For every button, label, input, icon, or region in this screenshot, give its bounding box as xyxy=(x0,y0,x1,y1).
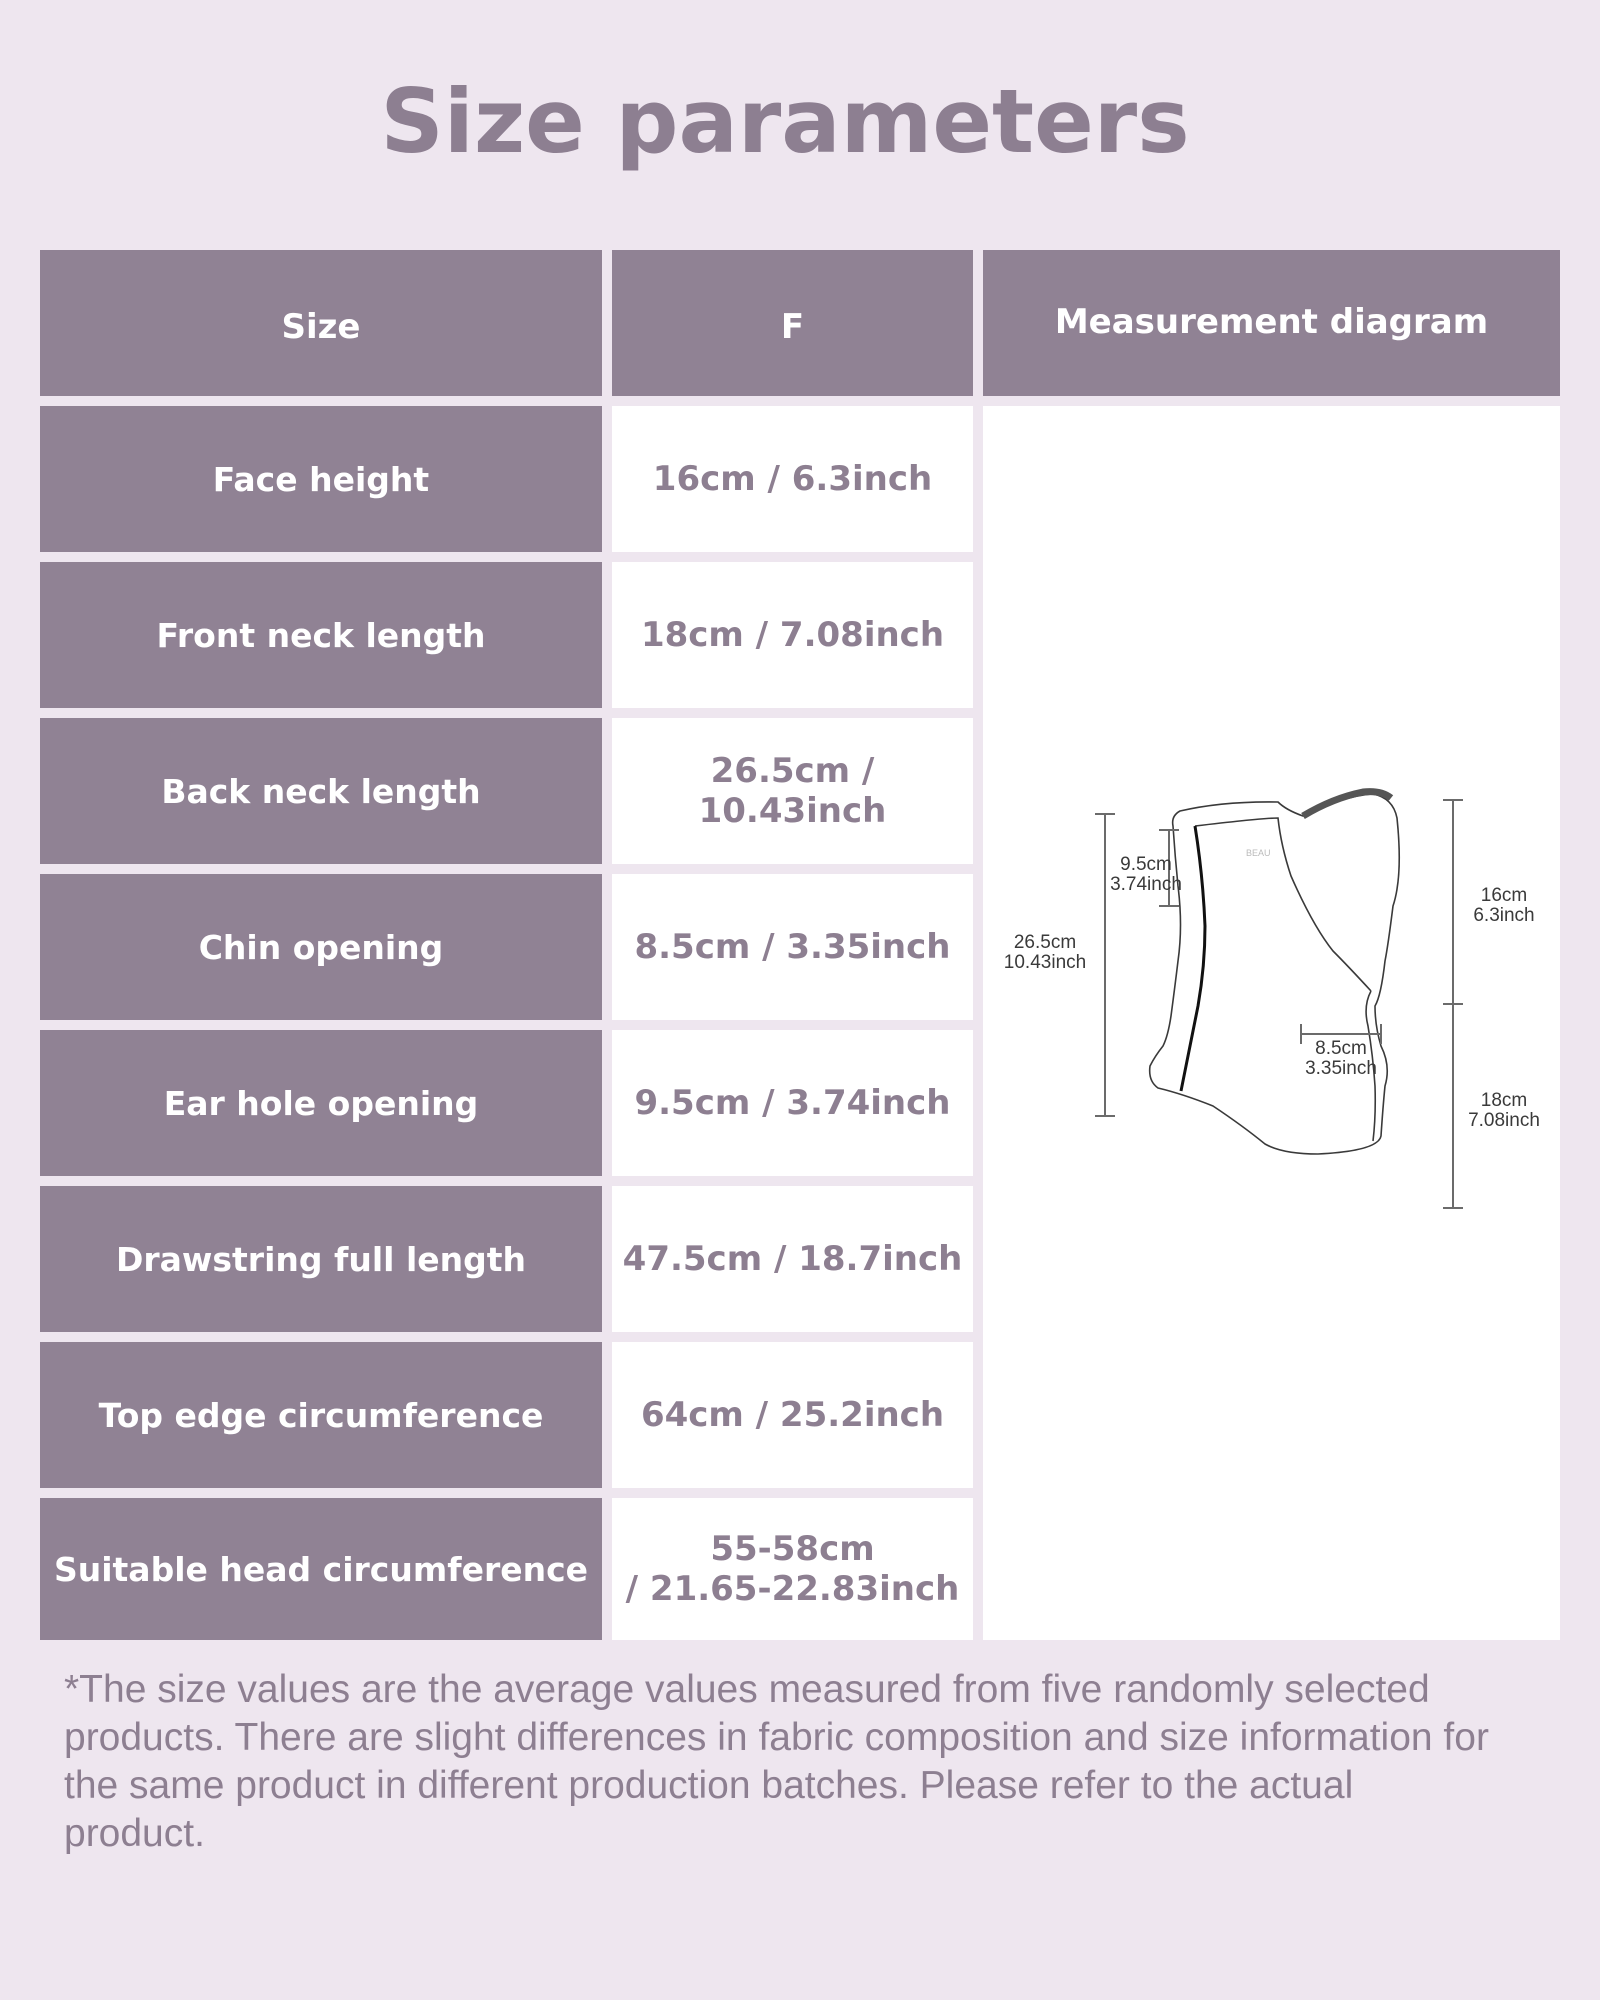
balaclava-diagram xyxy=(983,406,1560,1640)
dim-front-neck-cm: 18cm xyxy=(1480,1090,1528,1111)
row-label-chin-opening: Chin opening xyxy=(40,874,602,1020)
dim-front-neck-inch: 7.08inch xyxy=(1468,1110,1540,1131)
dim-back-neck-inch: 10.43inch xyxy=(1003,952,1087,973)
header-measurement-diagram: Measurement diagram xyxy=(983,250,1560,396)
value-line-2: / 21.65-22.83inch xyxy=(625,1569,960,1609)
brand-logo: BEAU xyxy=(1246,848,1271,858)
measurement-diagram xyxy=(983,406,1560,1640)
footnote: *The size values are the average values measured from five randomly selected products. There are slight differences in fabric composition and size information for the same product in different production batches. Please refer to the actual product. xyxy=(64,1668,1489,1855)
dim-ear-hole-cm: 9.5cm xyxy=(1120,854,1172,875)
row-value-front-neck-length: 18cm / 7.08inch xyxy=(612,562,973,708)
dim-face-height-inch: 6.3inch xyxy=(1473,905,1535,926)
header-f: F xyxy=(612,250,973,396)
row-value-face-height: 16cm / 6.3inch xyxy=(612,406,973,552)
balaclava-outline-icon xyxy=(1150,792,1400,1154)
row-label-top-edge-circumference: Top edge circumference xyxy=(40,1342,602,1488)
row-label-ear-hole-opening: Ear hole opening xyxy=(40,1030,602,1176)
row-label-back-neck-length: Back neck length xyxy=(40,718,602,864)
page-title: Size parameters xyxy=(380,70,1190,173)
header-size: Size xyxy=(40,250,602,396)
row-label-suitable-head-circumference: Suitable head circumference xyxy=(40,1498,602,1640)
dimension-line-face-front-neck xyxy=(1443,800,1463,1208)
dim-face-height-cm: 16cm xyxy=(1480,885,1528,906)
row-value-drawstring-full-length: 47.5cm / 18.7inch xyxy=(612,1186,973,1332)
row-value-ear-hole-opening: 9.5cm / 3.74inch xyxy=(612,1030,973,1176)
dim-chin-opening-cm: 8.5cm xyxy=(1315,1038,1367,1059)
row-label-front-neck-length: Front neck length xyxy=(40,562,602,708)
dim-ear-hole-inch: 3.74inch xyxy=(1110,874,1182,895)
dimension-line-back-neck xyxy=(1095,814,1115,1116)
row-value-suitable-head-circumference xyxy=(612,1498,973,1640)
row-label-drawstring-full-length: Drawstring full length xyxy=(40,1186,602,1332)
row-value-back-neck-length: 26.5cm / 10.43inch xyxy=(612,718,973,864)
value-line-1: 55-58cm xyxy=(710,1529,875,1569)
dim-back-neck-cm: 26.5cm xyxy=(1013,932,1077,953)
row-value-chin-opening: 8.5cm / 3.35inch xyxy=(612,874,973,1020)
dim-chin-opening-inch: 3.35inch xyxy=(1305,1058,1377,1079)
row-label-face-height: Face height xyxy=(40,406,602,552)
row-value-top-edge-circumference: 64cm / 25.2inch xyxy=(612,1342,973,1488)
